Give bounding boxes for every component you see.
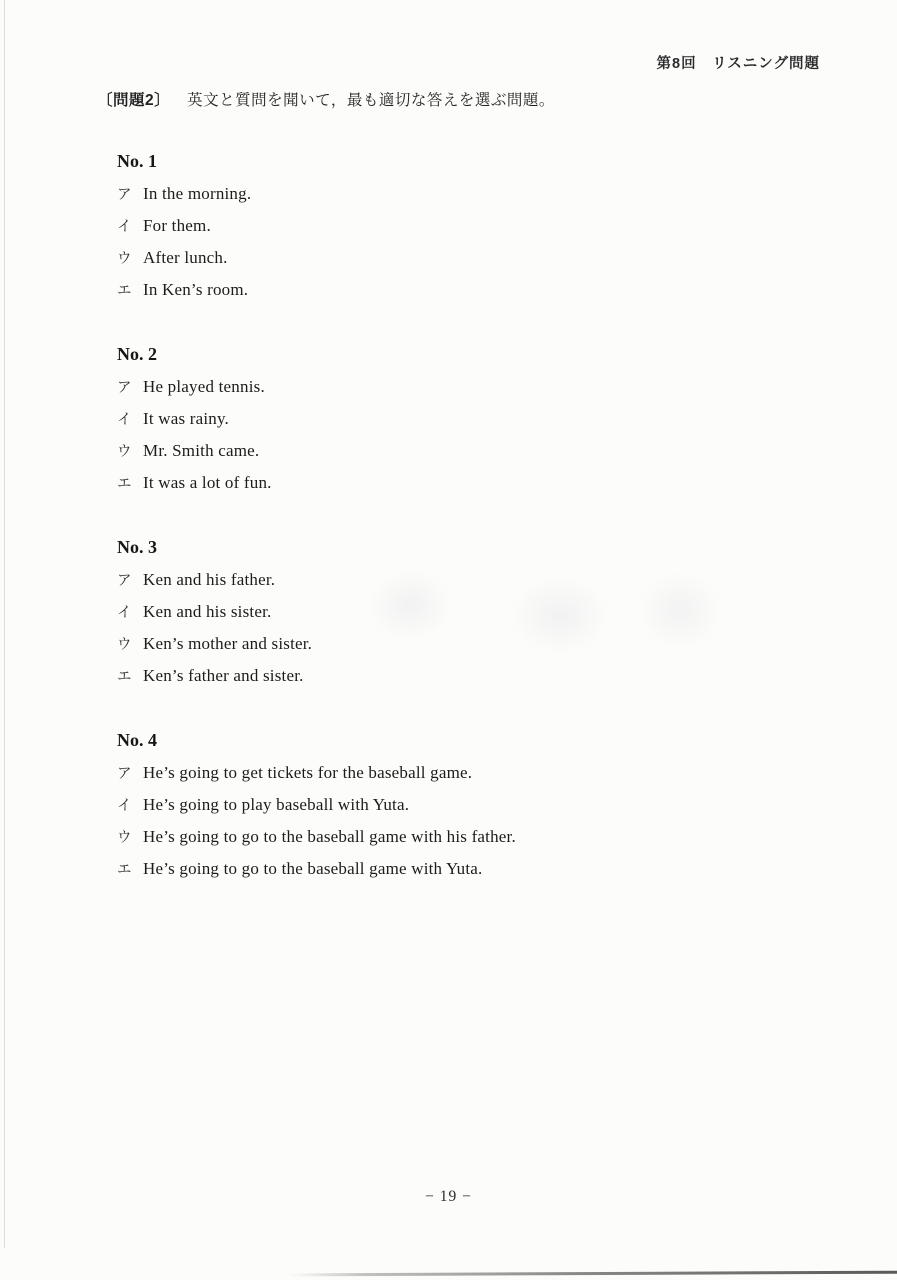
option-row <box>117 279 757 302</box>
question-number: No. 2 <box>117 344 157 364</box>
option-row <box>117 376 757 399</box>
option-row <box>117 247 757 270</box>
scan-edge-bottom <box>290 1271 897 1277</box>
instruction-text: 英文と質問を聞いて，最も適切な答えを選ぶ問題。 <box>187 92 555 109</box>
option-marker: イ <box>117 412 132 428</box>
option-text: Mr. Smith came. <box>143 441 260 460</box>
option-marker: ウ <box>117 444 132 460</box>
option-row <box>117 183 757 206</box>
option-text: He’s going to go to the baseball game with Yuta. <box>143 859 483 878</box>
question-number: No. 1 <box>117 151 157 171</box>
option-marker: イ <box>117 605 132 621</box>
option-row <box>117 408 757 431</box>
option-marker: ウ <box>117 251 132 267</box>
instruction-label: 〔問題2〕 <box>97 92 171 109</box>
option-marker: イ <box>117 798 132 814</box>
scan-edge-left <box>4 0 5 1248</box>
option-text: He’s going to play baseball with Yuta. <box>143 795 410 814</box>
option-marker: ア <box>117 187 132 203</box>
option-text: It was rainy. <box>143 409 229 428</box>
option-row <box>117 858 757 881</box>
option-text: In Ken’s room. <box>143 280 249 299</box>
option-text: After lunch. <box>143 248 228 267</box>
option-marker: ウ <box>117 637 132 653</box>
option-text: Ken’s father and sister. <box>143 666 304 685</box>
option-text: Ken and his sister. <box>143 602 272 621</box>
option-marker: ア <box>117 380 132 396</box>
option-row <box>117 762 757 785</box>
option-row <box>117 569 757 592</box>
option-marker: エ <box>117 476 132 492</box>
option-text: Ken and his father. <box>143 570 276 589</box>
option-marker: イ <box>117 219 132 235</box>
option-marker: エ <box>117 669 132 685</box>
option-text: In the morning. <box>143 184 252 203</box>
option-row <box>117 633 757 656</box>
option-row <box>117 826 757 849</box>
option-text: He played tennis. <box>143 377 265 396</box>
page-number: − 19 − <box>425 1188 472 1205</box>
option-marker: ウ <box>117 830 132 846</box>
option-row <box>117 215 757 238</box>
question-no2 <box>117 343 757 495</box>
option-row <box>117 665 757 688</box>
question-number: No. 4 <box>117 730 157 750</box>
question-number: No. 3 <box>117 537 157 557</box>
question-no4 <box>117 729 757 881</box>
option-row <box>117 794 757 817</box>
question-no3 <box>117 536 757 688</box>
page-header-title: 第8回 リスニング問題 <box>656 56 820 72</box>
option-row <box>117 472 757 495</box>
option-row <box>117 601 757 624</box>
option-text: It was a lot of fun. <box>143 473 272 492</box>
option-marker: ア <box>117 766 132 782</box>
option-text: Ken’s mother and sister. <box>143 634 313 653</box>
option-marker: エ <box>117 283 132 299</box>
option-row <box>117 440 757 463</box>
question-no1 <box>117 150 757 302</box>
option-text: He’s going to go to the baseball game with his father. <box>143 827 516 846</box>
option-text: He’s going to get tickets for the baseball game. <box>143 763 473 782</box>
option-marker: ア <box>117 573 132 589</box>
question-list <box>117 150 757 922</box>
instruction-line <box>97 88 555 110</box>
option-marker: エ <box>117 862 132 878</box>
option-text: For them. <box>143 216 211 235</box>
